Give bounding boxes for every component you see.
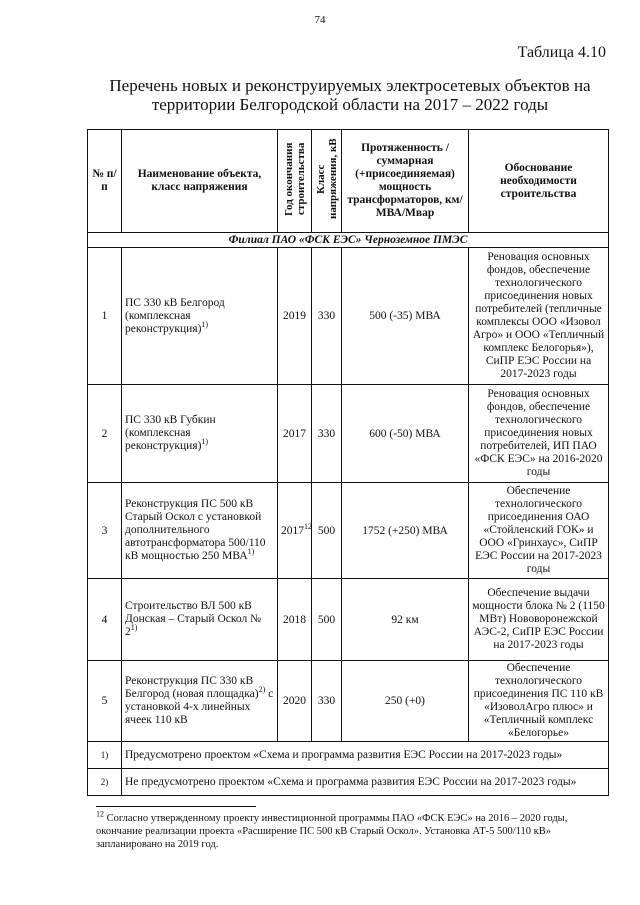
- row-num: 5: [88, 661, 122, 742]
- row-length: 250 (+0): [342, 661, 469, 742]
- objects-table: [87, 129, 609, 796]
- row-name: [122, 661, 278, 742]
- row-num: 3: [88, 483, 122, 579]
- table-row: [88, 661, 609, 742]
- row-voltage: 500: [312, 483, 342, 579]
- table-label: Таблица 4.10: [517, 44, 606, 61]
- table-row: [88, 248, 609, 385]
- header-justification: Обоснование необходимости строительства: [469, 130, 609, 233]
- row-name: [122, 248, 278, 385]
- row-name-text-a: Реконструкция ПС 330 кВ Белгород (новая площадка): [125, 675, 259, 700]
- note-row: [88, 742, 609, 769]
- row-name-text: Строительство ВЛ 500 кВ Донская – Старый Оскол № 2: [125, 600, 262, 638]
- row-year: [278, 483, 312, 579]
- table-row: [88, 579, 609, 661]
- row-name-note: 2): [258, 685, 266, 695]
- row-length: 92 км: [342, 579, 469, 661]
- row-justification: Обеспечение выдачи мощности блока № 2 (1150 МВт) Нововоронежской АЭС-2, СиПР ЕЭС России на 2017-2023 годы: [469, 579, 609, 661]
- row-year: 2020: [278, 661, 312, 742]
- header-year: [278, 130, 312, 233]
- row-length: 500 (-35) МВА: [342, 248, 469, 385]
- row-num: 2: [88, 385, 122, 483]
- row-name: [122, 483, 278, 579]
- row-voltage: 330: [312, 385, 342, 483]
- row-voltage: 330: [312, 661, 342, 742]
- footnote-text: Согласно утвержденному проекту инвестиционной программы ПАО «ФСК ЕЭС» на 2016 – 2020 годы, окончание реализации проекта «Расширение ПС 500 кВ Старый Оскол». Установка АТ-5 500/110 кВ» запланировано на 2019 год.: [96, 813, 568, 850]
- note-mark: 1): [88, 742, 122, 769]
- note-text: Не предусмотрено проектом «Схема и программа развития ЕЭС России на 2017-2023 годы»: [122, 769, 609, 796]
- header-voltage-text: Класс напряжения, кВ: [315, 138, 339, 220]
- document-title: Перечень новых и реконструируемых электросетевых объектов на территории Белгородской области на 2017 – 2022 годы: [109, 76, 591, 114]
- note-mark: 2): [88, 769, 122, 796]
- row-name-text-b: с установкой 4-х линейных ячеек 110 кВ: [125, 688, 274, 726]
- table-header-row: [88, 130, 609, 233]
- note-text: Предусмотрено проектом «Схема и программа развития ЕЭС России на 2017-2023 годы»: [122, 742, 609, 769]
- row-justification: Обеспечение технологического присоединения ПС 110 кВ «ИзоволАгро плюс» и «Тепличный комплекс «Белогорье»: [469, 661, 609, 742]
- row-year: 2018: [278, 579, 312, 661]
- row-name-note: 1): [130, 623, 138, 633]
- row-voltage: 330: [312, 248, 342, 385]
- row-length: 1752 (+250) МВА: [342, 483, 469, 579]
- row-name-text: Реконструкция ПС 500 кВ Старый Оскол с установкой дополнительного автотрансформатора 500/110 кВ мощностью 250 МВА: [125, 498, 266, 562]
- row-justification: Реновация основных фондов, обеспечение технологического присоединения новых потребителей, ИП ПАО «ФСК ЕЭС» на 2016-2020 годы: [469, 385, 609, 483]
- row-name-note: 1): [247, 547, 255, 557]
- branch-row: [88, 233, 609, 248]
- row-name: [122, 579, 278, 661]
- row-name-text: ПС 330 кВ Губкин (комплексная реконструкция): [125, 414, 216, 452]
- row-year-text: 2017: [281, 524, 304, 537]
- footnote-mark: 12: [96, 809, 104, 819]
- header-length: Протяженность / суммарная (+присоединяемая) мощность трансформаторов, км/МВА/Мвар: [342, 130, 469, 233]
- row-num: 1: [88, 248, 122, 385]
- table-row: [88, 483, 609, 579]
- row-justification: Реновация основных фондов, обеспечение технологического присоединения новых потребителей (тепличные комплексы ООО «Изовол Агро» и ООО «Тепличный комплекс Белогорья»), СиПР ЕЭС России на 2017-2023 годы: [469, 248, 609, 385]
- footnote-divider: [96, 806, 256, 807]
- row-voltage: 500: [312, 579, 342, 661]
- row-year: 2019: [278, 248, 312, 385]
- footnote: [96, 809, 606, 851]
- note-row: [88, 769, 609, 796]
- header-num: № п/п: [88, 130, 122, 233]
- header-voltage: [312, 130, 342, 233]
- row-name-text: ПС 330 кВ Белгород (комплексная реконструкция): [125, 296, 225, 335]
- row-name: [122, 385, 278, 483]
- header-name: Наименование объекта, класс напряжения: [122, 130, 278, 233]
- row-justification: Обеспечение технологического присоединения ОАО «Стойленский ГОК» и ООО «Гринхаус», СиПР ЕЭС России на 2017-2023 годы: [469, 483, 609, 579]
- row-year: 2017: [278, 385, 312, 483]
- row-num: 4: [88, 579, 122, 661]
- table-row: [88, 385, 609, 483]
- branch-name: Филиал ПАО «ФСК ЕЭС» Черноземное ПМЭС: [88, 233, 609, 248]
- row-length: 600 (-50) МВА: [342, 385, 469, 483]
- page-number: 74: [314, 14, 326, 26]
- row-name-note: 1): [201, 319, 209, 329]
- row-year-footnote-mark: 12: [304, 521, 312, 531]
- row-name-note: 1): [201, 437, 209, 447]
- header-year-text: Год окончания строительства: [282, 142, 307, 216]
